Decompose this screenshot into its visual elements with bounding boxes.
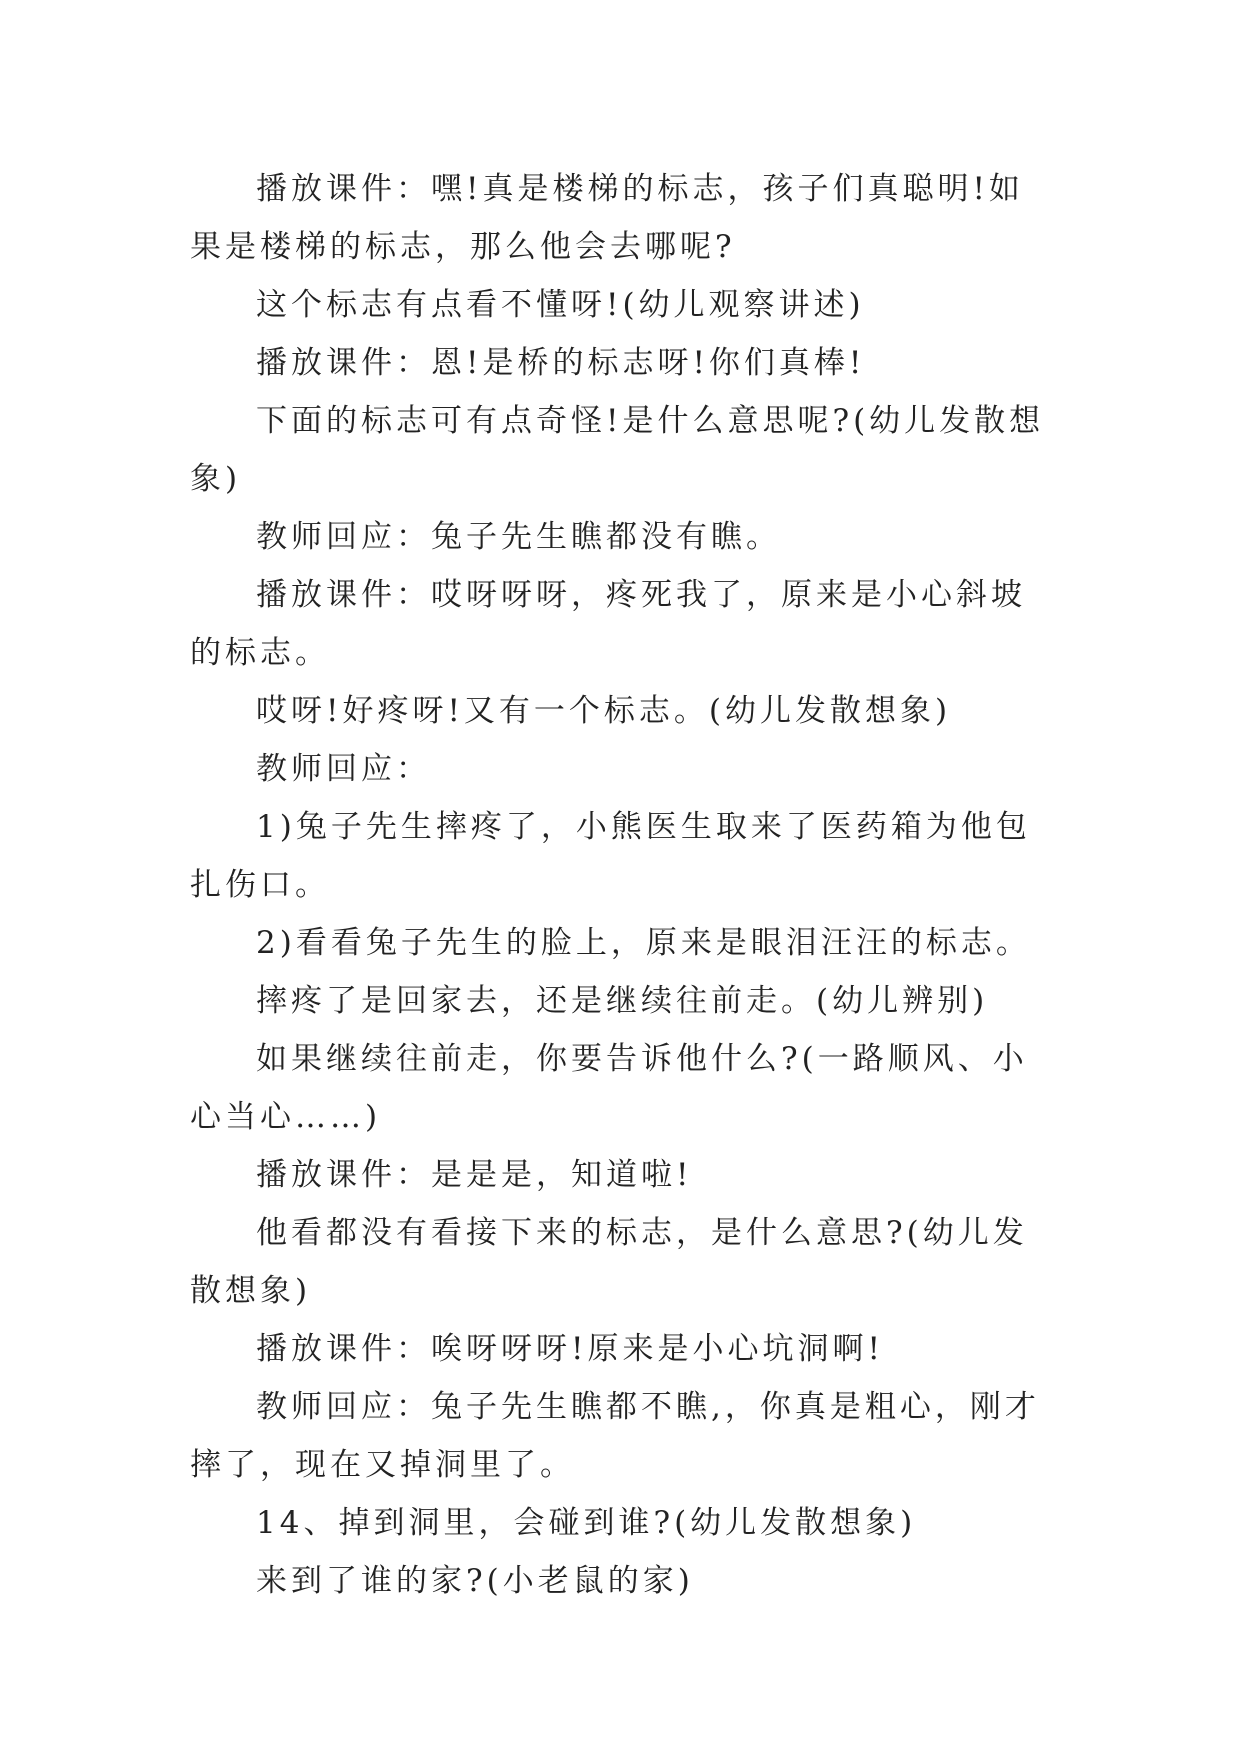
paragraph: 来到了谁的家?(小老鼠的家) xyxy=(256,1563,694,1599)
paragraph: 下面的标志可有点奇怪!是什么意思呢?(幼儿发散想象) xyxy=(190,403,1045,497)
paragraph: 播放课件：恩!是桥的标志呀!你们真棒! xyxy=(256,345,866,381)
paragraph: 摔疼了是回家去，还是继续往前走。(幼儿辨别) xyxy=(256,983,989,1019)
paragraph: 播放课件：哎呀呀呀，疼死我了，原来是小心斜坡的标志。 xyxy=(190,577,1026,671)
paragraph: 教师回应： xyxy=(256,751,431,787)
document-body xyxy=(190,160,1050,1610)
paragraph: 播放课件：唉呀呀呀!原来是小心坑洞啊! xyxy=(256,1331,884,1367)
paragraph: 1)兔子先生摔疼了，小熊医生取来了医药箱为他包扎伤口。 xyxy=(190,809,1031,903)
paragraph: 播放课件：是是是，知道啦! xyxy=(256,1157,693,1193)
paragraph: 他看都没有看接下来的标志，是什么意思?(幼儿发散想象) xyxy=(190,1215,1028,1309)
paragraph: 哎呀!好疼呀!又有一个标志。(幼儿发散想象) xyxy=(256,693,952,729)
paragraph: 播放课件：嘿!真是楼梯的标志，孩子们真聪明!如果是楼梯的标志，那么他会去哪呢? xyxy=(190,171,1024,265)
paragraph: 如果继续往前走，你要告诉他什么?(一路顺风、小心当心……) xyxy=(190,1041,1028,1135)
paragraph: 14、掉到洞里，会碰到谁?(幼儿发散想象) xyxy=(256,1505,917,1541)
paragraph: 2)看看兔子先生的脸上，原来是眼泪汪汪的标志。 xyxy=(256,925,1031,961)
paragraph: 教师回应：兔子先生瞧都不瞧,，你真是粗心，刚才摔了，现在又掉洞里了。 xyxy=(190,1389,1040,1483)
paragraph: 教师回应：兔子先生瞧都没有瞧。 xyxy=(256,519,781,555)
paragraph: 这个标志有点看不懂呀!(幼儿观察讲述) xyxy=(256,287,865,323)
